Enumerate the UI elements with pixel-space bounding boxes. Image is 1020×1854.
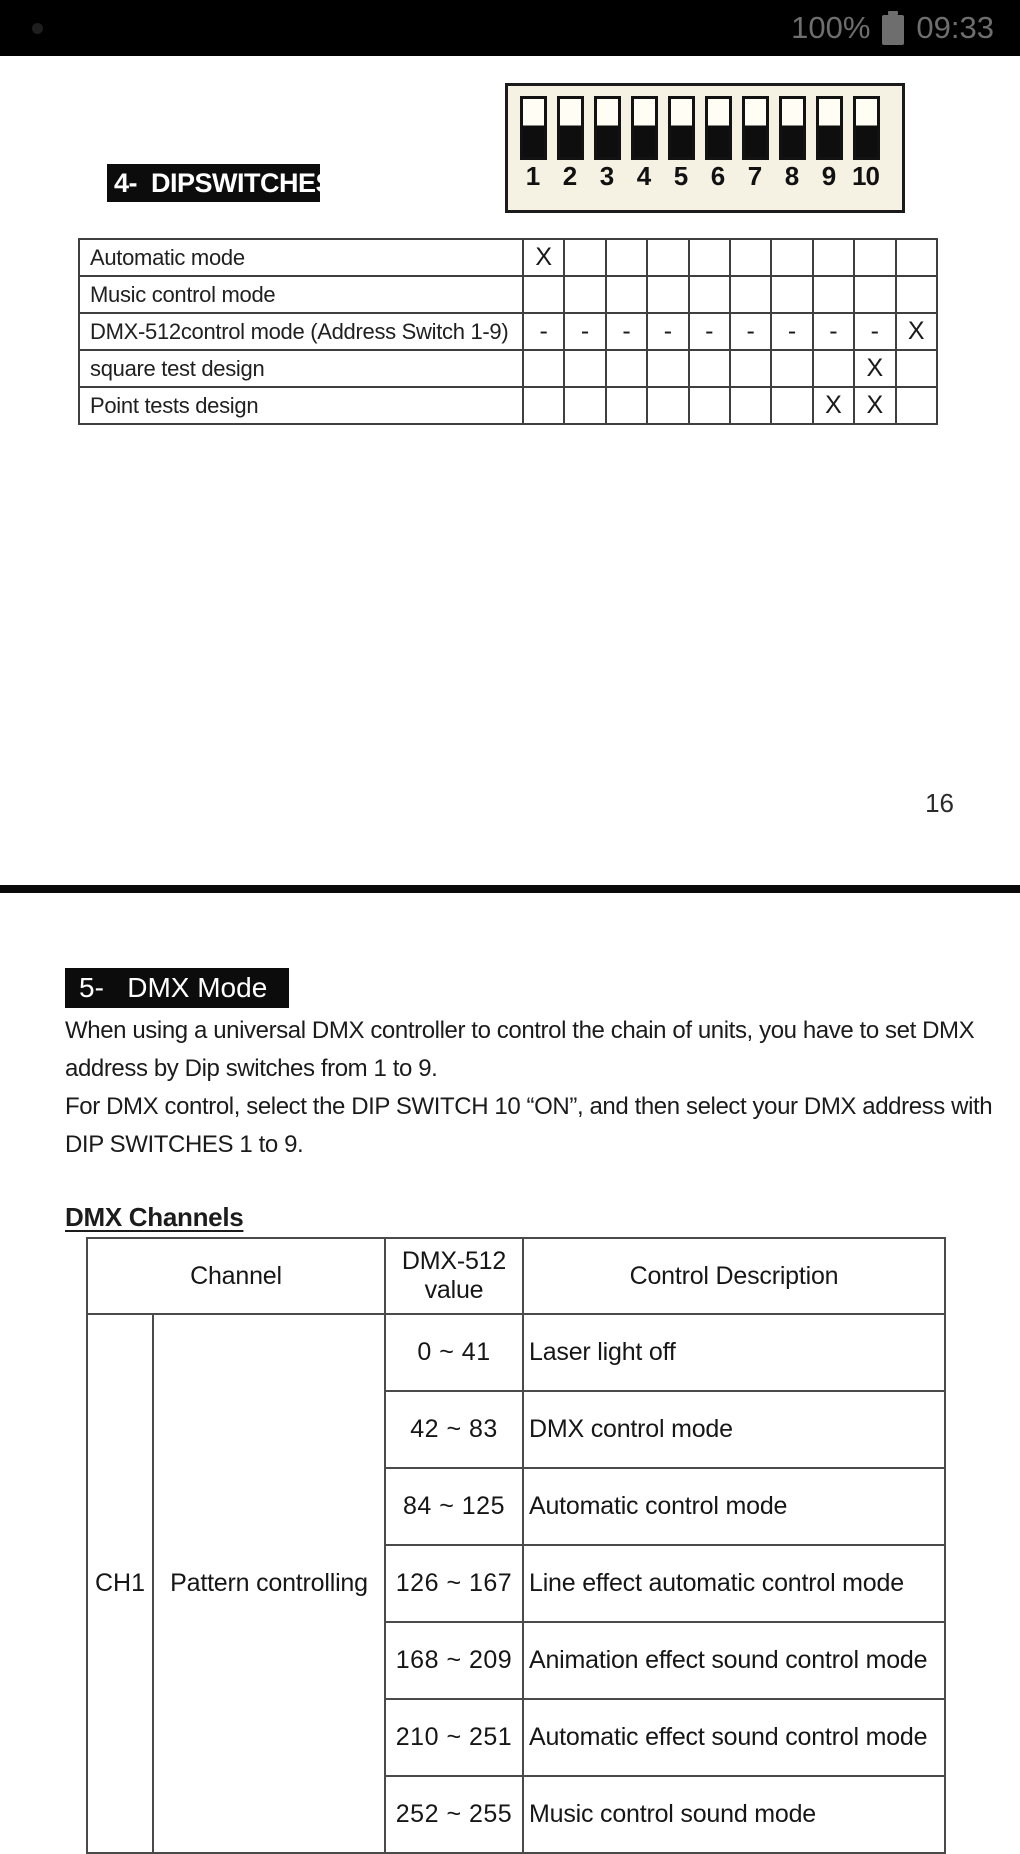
control-description-header-cell: Control Description [523,1238,945,1314]
dip-switch-9 [816,96,843,160]
mode-label: DMX-512control mode (Address Switch 1-9) [79,313,523,350]
switch-mark-cell [813,276,854,313]
camera-dot-icon [32,23,43,34]
switch-mark-cell [564,276,605,313]
control-description-cell: Animation effect sound control mode [523,1622,945,1699]
dip-switch-number: 7 [747,161,762,191]
switch-mark-cell [647,387,688,424]
switch-mark-cell [606,239,647,276]
dip-switch-6 [705,96,732,160]
switch-mark-cell [689,350,730,387]
switch-mark-cell: X [854,387,895,424]
switch-mark-cell [771,387,812,424]
switch-mark-cell: - [854,313,895,350]
switch-mark-cell: - [523,313,564,350]
switch-mark-cell: X [523,239,564,276]
dip-switch-illustration [505,83,905,213]
switch-mark-cell [689,276,730,313]
page-break-divider [0,885,1020,893]
control-description-cell: Automatic effect sound control mode [523,1699,945,1776]
dip-switch-number: 2 [562,161,577,191]
dmx-value-cell: 252 ~ 255 [385,1776,523,1853]
dmx-table-row [87,1314,945,1391]
switch-mark-cell: - [647,313,688,350]
switch-mark-cell [606,276,647,313]
dmx-value-cell: 210 ~ 251 [385,1699,523,1776]
dip-switch-5 [668,96,695,160]
dmx-value-cell: 168 ~ 209 [385,1622,523,1699]
switch-mark-cell [896,350,937,387]
dmx-value-cell: 0 ~ 41 [385,1314,523,1391]
dmx-value-header-line2: value [424,1276,484,1304]
dip-switch-7 [742,96,769,160]
switch-mark-cell: - [689,313,730,350]
switch-mark-cell [564,350,605,387]
mode-label: square test design [79,350,523,387]
status-bar [0,0,1020,56]
dipswitch-table-row [79,313,937,350]
switch-mark-cell: - [813,313,854,350]
switch-mark-cell: X [813,387,854,424]
switch-mark-cell [730,276,771,313]
switch-mark-cell [647,239,688,276]
dip-switch-4 [631,96,658,160]
paragraph-line: address by Dip switches from 1 to 9. [65,1055,438,1082]
dmx-value-cell: 126 ~ 167 [385,1545,523,1622]
control-description-cell: Music control sound mode [523,1776,945,1853]
dip-switch-2 [557,96,584,160]
switch-mark-cell [896,239,937,276]
switch-mark-cell [771,276,812,313]
control-description-cell: Line effect automatic control mode [523,1545,945,1622]
channel-id-cell: CH1 [87,1314,153,1853]
section4-heading: 4- DIPSWITCHES [107,164,320,202]
switch-mark-cell [689,387,730,424]
section5-heading: 5- DMX Mode [65,968,289,1008]
switch-mark-cell [564,239,605,276]
dipswitch-table-row [79,350,937,387]
paragraph-line: When using a universal DMX controller to control the chain of units, you have to set DMX [65,1017,975,1044]
switch-mark-cell: - [564,313,605,350]
switch-mark-cell: X [854,350,895,387]
switch-mark-cell: - [606,313,647,350]
control-description-cell: DMX control mode [523,1391,945,1468]
dip-switch-number: 3 [599,161,614,191]
paragraph-line: For DMX control, select the DIP SWITCH 10 “ON”, and then select your DMX address with [65,1093,993,1120]
switch-mark-cell [730,239,771,276]
switch-mark-cell [771,239,812,276]
switch-mark-cell: - [730,313,771,350]
dmx-table-body [87,1314,945,1853]
dmx-channel-table [86,1237,946,1854]
switch-mark-cell [523,350,564,387]
dmx-value-cell: 42 ~ 83 [385,1391,523,1468]
dip-switch-row [508,86,902,160]
switch-mark-cell [813,350,854,387]
dip-switch-number: 4 [636,161,651,191]
switch-mark-cell [730,387,771,424]
switch-mark-cell [730,350,771,387]
dmx-value-cell: 84 ~ 125 [385,1468,523,1545]
dip-switch-number: 5 [673,161,688,191]
dmx-value-header-cell [385,1238,523,1314]
switch-mark-cell [896,276,937,313]
mode-label: Automatic mode [79,239,523,276]
dmx-table-header-row [87,1238,945,1314]
switch-mark-cell [854,239,895,276]
battery-icon [882,15,904,45]
switch-mark-cell [606,387,647,424]
dipswitch-table-body [79,239,937,424]
dip-switch-8 [779,96,806,160]
paragraph-line: DIP SWITCHES 1 to 9. [65,1131,304,1158]
switch-mark-cell [523,387,564,424]
switch-mark-cell: X [896,313,937,350]
channel-header-cell: Channel [87,1238,385,1314]
dmx-value-header-line1: DMX-512 [401,1247,507,1275]
channel-name-cell: Pattern controlling [153,1314,385,1853]
dipswitch-mode-table [78,238,938,425]
switch-mark-cell [771,350,812,387]
dmx-channels-heading: DMX Channels [65,1202,244,1232]
dip-number-row [508,160,902,192]
dip-switch-3 [594,96,621,160]
switch-mark-cell [564,387,605,424]
switch-mark-cell [896,387,937,424]
mode-label: Music control mode [79,276,523,313]
dmx-intro-paragraph [65,1012,993,1164]
clock-label: 09:33 [916,10,994,45]
dip-switch-number: 10 [852,161,879,191]
switch-mark-cell [689,239,730,276]
switch-mark-cell [523,276,564,313]
dipswitch-table-row [79,276,937,313]
mode-label: Point tests design [79,387,523,424]
switch-mark-cell: - [771,313,812,350]
dip-switch-1 [520,96,547,160]
dip-switch-number: 6 [710,161,725,191]
control-description-cell: Laser light off [523,1314,945,1391]
switch-mark-cell [647,350,688,387]
dip-switch-number: 9 [821,161,836,191]
switch-mark-cell [813,239,854,276]
switch-mark-cell [647,276,688,313]
switch-mark-cell [854,276,895,313]
dipswitch-table-row [79,387,937,424]
battery-percent-label: 100% [791,10,871,45]
control-description-cell: Automatic control mode [523,1468,945,1545]
switch-mark-cell [606,350,647,387]
dip-switch-number: 8 [784,161,799,191]
page-number: 16 [925,788,954,818]
dip-switch-number: 1 [525,161,540,191]
dip-switch-10 [853,96,880,160]
dipswitch-table-row [79,239,937,276]
